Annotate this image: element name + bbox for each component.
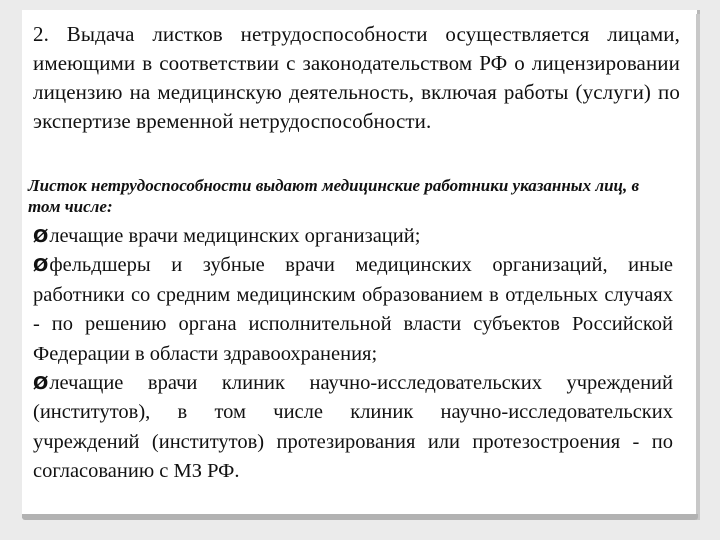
- lead-paragraph: Листок нетрудоспособности выдают медицинские работники указанных лиц, в том числе:: [28, 176, 640, 216]
- bullet-list: [33, 222, 673, 487]
- bullet-text: лечащие врачи медицинских организаций;: [49, 225, 421, 247]
- bullet-item-research-clinics: [33, 369, 673, 487]
- slide-shadow-bottom: [22, 514, 698, 520]
- bullet-item-paramedics-dentists: [33, 251, 673, 369]
- arrow-bullet-icon: Ø: [33, 226, 49, 247]
- arrow-bullet-icon: Ø: [33, 373, 49, 395]
- arrow-bullet-icon: Ø: [33, 255, 49, 277]
- bullet-text: лечащие врачи клиник научно-исследовательских учреждений (институтов), в том числе клиник научно-исследовательских учреждений (институтов) протезирования или протезостроения - по согласованию с МЗ РФ.: [33, 372, 673, 483]
- intro-paragraph: 2. Выдача листков нетрудоспособности осуществляется лицами, имеющими в соответствии с законодательством РФ о лицензировании лицензию на медицинскую деятельность, включая работы (услуги) по экспертизе временной нетрудоспособности.: [33, 22, 680, 133]
- slide-shadow-right: [696, 14, 700, 520]
- bullet-item-attending-physicians: [33, 222, 673, 251]
- bullet-text: фельдшеры и зубные врачи медицинских организаций, иные работники со средним медицинским образованием в отдельных случаях - по решению органа исполнительной власти субъектов Российской Федерации в области здравоохранения;: [33, 254, 673, 365]
